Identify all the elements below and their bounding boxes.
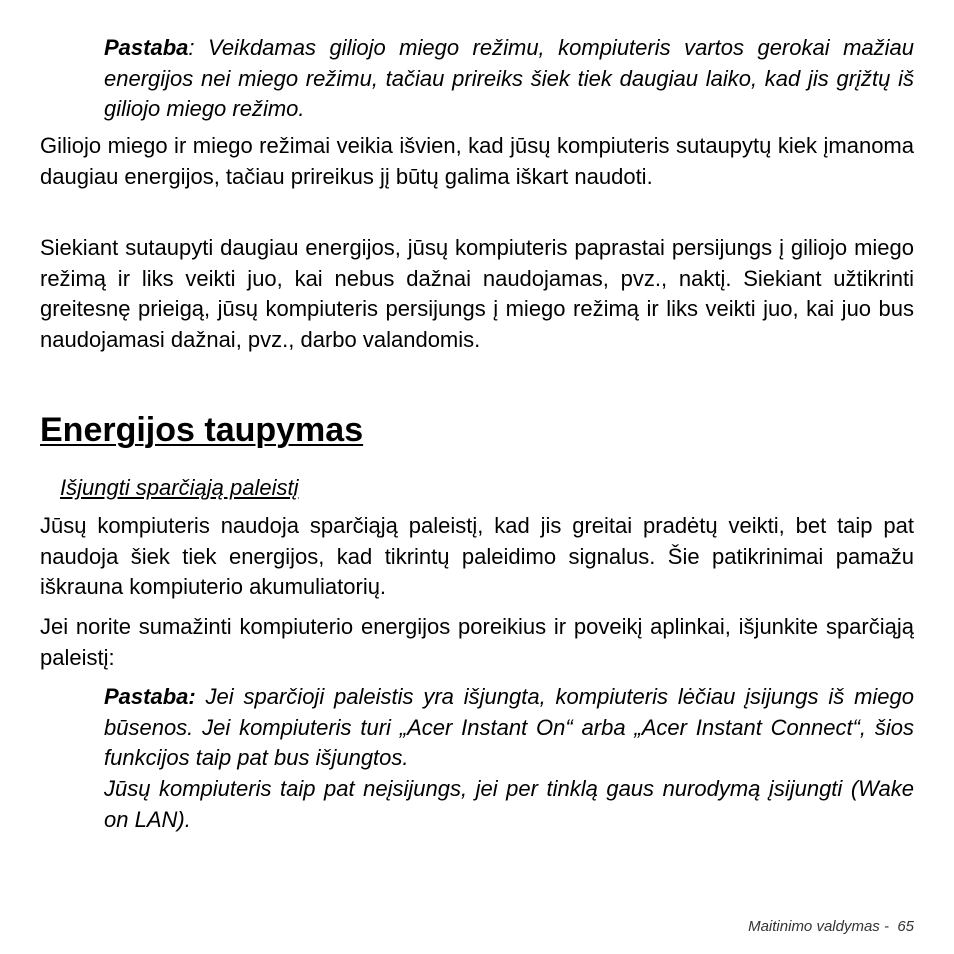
note-hibernate [104,33,914,125]
subsection-heading: Išjungti sparčiąją paleistį [60,475,299,500]
note-wake-on-lan: Jūsų kompiuteris taip pat neįsijungs, jei per tinklą gaus nurodymą įsijungti (Wake on LAN). [104,776,914,832]
note-fast-startup [104,682,914,774]
note-text: Jei sparčioji paleistis yra išjungta, kompiuteris lėčiau įsijungs iš miego būsenos. Jei kompiuteris turi „Acer Instant On“ arba „Acer Instant Connect“, šios funkcijos taip pat bus išjungtos. [104,684,914,770]
note-label: Pastaba [104,35,189,60]
footer-section-name: Maitinimo valdymas - [748,918,889,935]
page-number: 65 [897,918,914,935]
page-footer [748,917,914,937]
paragraph-disable-instruction: Jei norite sumažinti kompiuterio energijos poreikius ir poveikį aplinkai, išjunkite sparčiąją paleistį: [40,614,914,670]
paragraph-power-saving: Siekiant sutaupyti daugiau energijos, jūsų kompiuteris paprastai persijungs į giliojo miego režimą ir liks veikti juo, kai nebus dažnai naudojamas, pvz., naktį. Siekiant užtikrinti greitesnę prieigą, jūsų kompiuteris persijungs į miego režimą ir liks veikti juo, kai juo bus naudojamasi dažnai, pvz., darbo valandomis. [40,235,914,352]
note-text: : Veikdamas giliojo miego režimu, kompiuteris vartos gerokai mažiau energijos nei miego režimu, tačiau prireiks šiek tiek daugiau laiko, kad jis grįžtų iš giliojo miego režimo. [104,35,914,121]
paragraph-fast-startup: Jūsų kompiuteris naudoja sparčiąją paleistį, kad jis greitai pradėtų veikti, bet taip pat naudoja šiek tiek energijos, kad tikrintų paleidimo signalus. Šie patikrinimai pamažu iškrauna kompiuterio akumuliatorių. [40,513,914,599]
paragraph-sleep-modes: Giliojo miego ir miego režimai veikia išvien, kad jūsų kompiuteris sutaupytų kiek įmanoma daugiau energijos, tačiau prireikus jį būtų galima iškart naudoti. [40,133,914,189]
note-label: Pastaba: [104,684,196,709]
section-heading: Energijos taupymas [40,411,364,449]
